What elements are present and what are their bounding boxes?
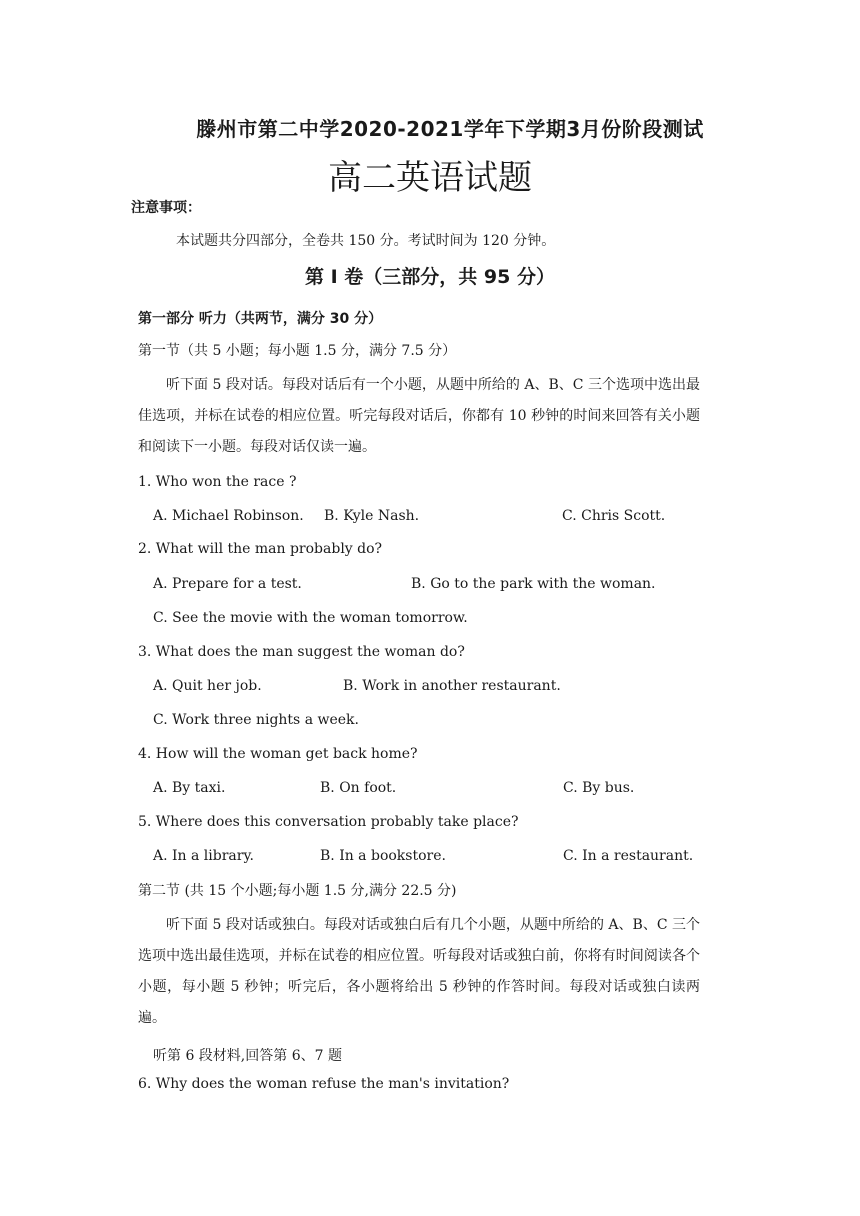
notice-heading: 注意事项： <box>131 200 201 216</box>
question-4: 4. How will the woman get back home? <box>138 746 418 762</box>
q4-option-a: A. By taxi. <box>153 780 226 796</box>
question-3: 3. What does the man suggest the woman do? <box>138 644 465 660</box>
q4-option-b: B. On foot. <box>320 780 397 796</box>
section2-heading: 第二节 (共 15 个小题;每小题 1.5 分,满分 22.5 分) <box>138 883 457 899</box>
question-1: 1. Who won the race ? <box>138 474 297 490</box>
q3-option-b: B. Work in another restaurant. <box>343 678 561 694</box>
volume-title: 第 Ⅰ 卷（三部分，共 95 分） <box>305 266 555 288</box>
section1-instructions: 听下面 5 段对话。每段对话后有一个小题，从题中所给的 A、B、C 三个选项中选出最佳选项，并标在试卷的相应位置。听完每段对话后，你都有 10 秒钟的时间来回答有关小题和阅读下一小题。每段对话仅读一遍。 <box>138 377 700 455</box>
notice-text: 本试题共分四部分，全卷共 150 分。考试时间为 120 分钟。 <box>176 233 556 249</box>
question-6: 6. Why does the woman refuse the man's invitation? <box>138 1076 510 1092</box>
q1-option-b: B. Kyle Nash. <box>324 508 420 524</box>
question-5: 5. Where does this conversation probably take place? <box>138 814 519 830</box>
q4-option-c: C. By bus. <box>563 780 635 796</box>
q5-option-c: C. In a restaurant. <box>563 848 694 864</box>
exam-title: 高二英语试题 <box>328 158 532 198</box>
material-note: 听第 6 段材料,回答第 6、7 题 <box>153 1048 342 1064</box>
section2-instructions: 听下面 5 段对话或独白。每段对话或独白后有几个小题，从题中所给的 A、B、C 三个选项中选出最佳选项，并标在试卷的相应位置。听每段对话或独白前，你将有时间阅读各个小题，每小题 5 秒钟；听完后，各小题将给出 5 秒钟的作答时间。每段对话或独白读两遍。 <box>138 917 700 1026</box>
q3-option-a: A. Quit her job. <box>153 678 262 694</box>
section1-heading: 第一节（共 5 小题；每小题 1.5 分，满分 7.5 分） <box>138 343 457 359</box>
q3-option-c: C. Work three nights a week. <box>153 712 359 728</box>
q5-option-a: A. In a library. <box>153 848 254 864</box>
school-title: 滕州市第二中学2020-2021学年下学期3月份阶段测试 <box>196 117 704 141</box>
q2-option-b: B. Go to the park with the woman. <box>411 576 656 592</box>
q1-option-a: A. Michael Robinson. <box>153 508 304 524</box>
part1-heading: 第一部分 听力（共两节，满分 30 分） <box>138 311 383 327</box>
question-2: 2. What will the man probably do? <box>138 541 383 557</box>
q2-option-a: A. Prepare for a test. <box>153 576 302 592</box>
q1-option-c: C. Chris Scott. <box>562 508 666 524</box>
q2-option-c: C. See the movie with the woman tomorrow. <box>153 610 468 626</box>
q5-option-b: B. In a bookstore. <box>320 848 446 864</box>
